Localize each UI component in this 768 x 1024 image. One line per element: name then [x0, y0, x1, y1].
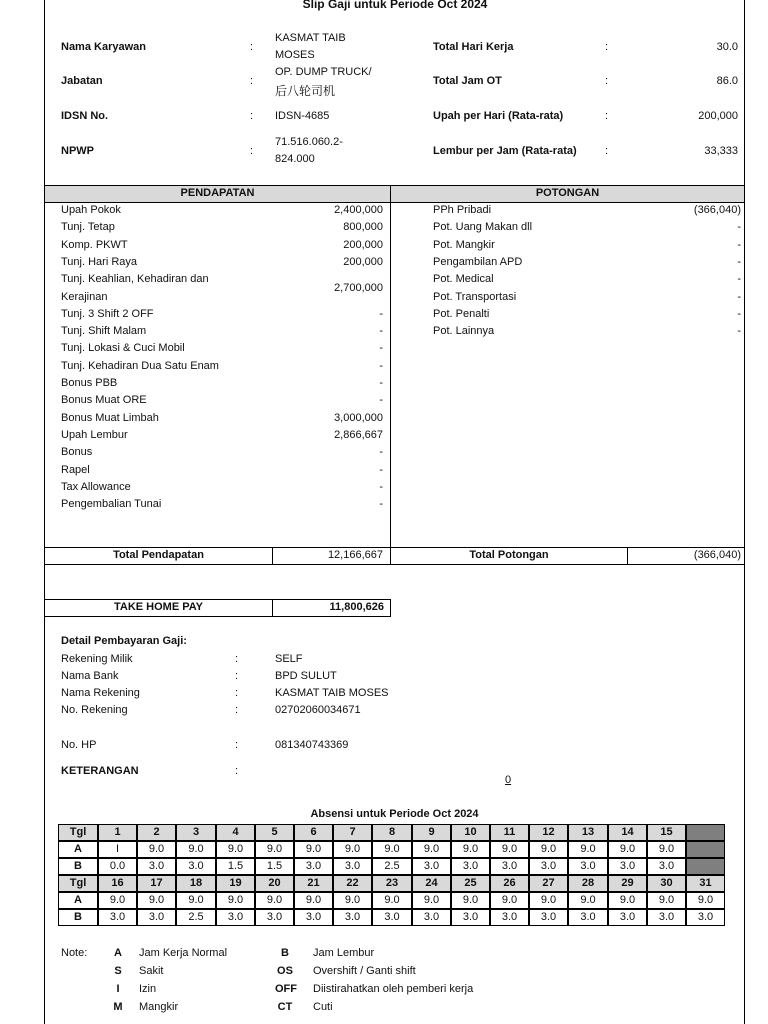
keterangan-value: 0	[505, 774, 512, 786]
pendapatan-item-value: -	[379, 394, 383, 406]
colon: :	[235, 704, 239, 716]
note-label: Note:	[61, 947, 88, 959]
attendance-cell: 3.0	[568, 858, 608, 875]
npwp-value-line1: 71.516.060.2-	[275, 136, 343, 148]
note-code: A	[114, 947, 122, 959]
attendance-cell: 30	[647, 875, 686, 892]
jam-ot-value: 86.0	[716, 75, 738, 87]
potongan-item-label: Pot. Penalti	[433, 308, 490, 320]
attendance-cell: 3.0	[686, 909, 725, 926]
pendapatan-item-label: Bonus	[61, 446, 93, 458]
attendance-cell: 20	[255, 875, 294, 892]
attendance-cell: 0.0	[98, 858, 137, 875]
page-border-left	[44, 0, 45, 1024]
payment-label: Rekening Milik	[61, 653, 133, 665]
total-pendapatan-label: Total Pendapatan	[113, 549, 204, 561]
note-desc: Sakit	[139, 965, 164, 977]
attendance-cell: 21	[294, 875, 333, 892]
attendance-cell: 8	[372, 824, 412, 841]
potongan-item-value: -	[737, 273, 741, 285]
potongan-item-label: Pot. Lainnya	[433, 325, 495, 337]
attendance-cell: 3.0	[176, 858, 216, 875]
note-code: M	[113, 1001, 123, 1013]
potongan-header: POTONGAN	[535, 187, 600, 199]
pendapatan-item-label: Tunj. Hari Raya	[61, 256, 138, 268]
payment-value: 02702060034671	[275, 704, 361, 716]
attendance-cell: 11	[490, 824, 529, 841]
attendance-row-label: Tgl	[58, 875, 98, 892]
total-potongan-value: (366,040)	[693, 549, 741, 561]
idsn-label: IDSN No.	[61, 110, 109, 122]
attendance-cell: 7	[333, 824, 372, 841]
divider	[390, 185, 391, 565]
note-code: OS	[277, 965, 293, 977]
attendance-row-label: Tgl	[58, 824, 98, 841]
attendance-cell: 4	[216, 824, 255, 841]
pendapatan-item-value: 2,400,000	[334, 204, 383, 216]
jabatan-value-line1: OP. DUMP TRUCK/	[275, 66, 372, 78]
attendance-cell: I	[98, 841, 137, 858]
potongan-item-label: Pot. Transportasi	[433, 291, 517, 303]
pendapatan-item-label: Komp. PKWT	[61, 239, 128, 251]
potongan-item-value: (366,040)	[693, 204, 741, 216]
attendance-row-label: A	[58, 892, 98, 909]
colon: :	[250, 41, 254, 53]
attendance-row-label: B	[58, 909, 98, 926]
attendance-cell: 2.5	[372, 858, 412, 875]
pendapatan-item-label: Tunj. Shift Malam	[61, 325, 147, 337]
attendance-row-label: B	[58, 858, 98, 875]
attendance-cell: 9.0	[529, 841, 568, 858]
attendance-cell: 9.0	[412, 892, 451, 909]
pendapatan-item-value: -	[379, 481, 383, 493]
colon: :	[605, 145, 609, 157]
note-desc: Jam Kerja Normal	[139, 947, 228, 959]
colon: :	[605, 75, 609, 87]
hp-label: No. HP	[61, 739, 97, 751]
payment-label: Nama Bank	[61, 670, 119, 682]
pendapatan-item-value: 3,000,000	[334, 412, 383, 424]
attendance-cell: 28	[568, 875, 608, 892]
attendance-cell: 3	[176, 824, 216, 841]
attendance-cell: 9.0	[686, 892, 725, 909]
colon: :	[235, 670, 239, 682]
payment-heading: Detail Pembayaran Gaji:	[61, 635, 187, 647]
note-code: B	[281, 947, 289, 959]
divider	[44, 202, 745, 203]
upah-hari-label: Upah per Hari (Rata-rata)	[433, 110, 564, 122]
colon: :	[235, 653, 239, 665]
pendapatan-item-value: 2,866,667	[334, 429, 383, 441]
potongan-item-value: -	[737, 239, 741, 251]
pendapatan-item-label: Bonus Muat ORE	[61, 394, 147, 406]
attendance-cell: 9.0	[372, 841, 412, 858]
payment-value: KASMAT TAIB MOSES	[275, 687, 389, 699]
attendance-cell: 14	[608, 824, 647, 841]
attendance-cell: 1.5	[216, 858, 255, 875]
attendance-cell: 9.0	[608, 892, 647, 909]
attendance-cell: 16	[98, 875, 137, 892]
attendance-cell: 9.0	[255, 892, 294, 909]
attendance-cell: 3.0	[412, 858, 451, 875]
pendapatan-item-label: Tunj. Tetap	[61, 221, 115, 233]
attendance-empty-cell	[686, 841, 725, 858]
attendance-cell: 9.0	[216, 892, 255, 909]
attendance-cell: 3.0	[451, 858, 490, 875]
attendance-cell: 3.0	[333, 858, 372, 875]
attendance-cell: 3.0	[216, 909, 255, 926]
attendance-cell: 3.0	[333, 909, 372, 926]
pendapatan-item-value: -	[379, 498, 383, 510]
note-desc: Izin	[139, 983, 157, 995]
pendapatan-item-value: -	[379, 325, 383, 337]
attendance-cell: 1	[98, 824, 137, 841]
attendance-cell: 3.0	[568, 909, 608, 926]
attendance-cell: 6	[294, 824, 333, 841]
pendapatan-item-label: Pengembalian Tunai	[61, 498, 162, 510]
attendance-cell: 3.0	[255, 909, 294, 926]
npwp-label: NPWP	[61, 145, 94, 157]
attendance-cell: 15	[647, 824, 686, 841]
pendapatan-item-value: -	[379, 308, 383, 320]
attendance-cell: 3.0	[608, 858, 647, 875]
attendance-cell: 17	[137, 875, 176, 892]
hari-kerja-value: 30.0	[716, 41, 738, 53]
attendance-cell: 10	[451, 824, 490, 841]
payment-value: BPD SULUT	[275, 670, 337, 682]
page-border-right	[744, 0, 745, 1024]
keterangan-label: KETERANGAN	[61, 765, 139, 777]
potongan-item-value: -	[737, 325, 741, 337]
lembur-jam-label: Lembur per Jam (Rata-rata)	[433, 145, 577, 157]
attendance-cell: 9.0	[176, 841, 216, 858]
attendance-cell: 3.0	[490, 858, 529, 875]
attendance-cell: 3.0	[490, 909, 529, 926]
potongan-item-label: PPh Pribadi	[433, 204, 492, 216]
pendapatan-item-label: Bonus Muat Limbah	[61, 412, 159, 424]
attendance-cell: 31	[686, 875, 725, 892]
payment-label: Nama Rekening	[61, 687, 140, 699]
attendance-cell: 9.0	[412, 841, 451, 858]
pendapatan-item-label: Bonus PBB	[61, 377, 118, 389]
attendance-cell: 27	[529, 875, 568, 892]
nama-value-line1: KASMAT TAIB	[275, 32, 346, 44]
attendance-cell: 22	[333, 875, 372, 892]
attendance-empty-cell	[686, 858, 725, 875]
take-home-value: 11,800,626	[329, 601, 384, 613]
attendance-row-label: A	[58, 841, 98, 858]
pendapatan-item-label: Tunj. Kehadiran Dua Satu Enam	[61, 360, 219, 372]
colon: :	[605, 110, 609, 122]
page-title: Slip Gaji untuk Periode Oct 2024	[302, 0, 488, 11]
attendance-empty-cell	[686, 824, 725, 841]
attendance-cell: 3.0	[137, 858, 176, 875]
pendapatan-item-value: 200,000	[343, 256, 383, 268]
potongan-item-value: -	[737, 308, 741, 320]
attendance-cell: 9.0	[333, 841, 372, 858]
pendapatan-header: PENDAPATAN	[180, 187, 255, 199]
attendance-cell: 3.0	[647, 909, 686, 926]
attendance-cell: 24	[412, 875, 451, 892]
pendapatan-item-label: Upah Pokok	[61, 204, 121, 216]
lembur-jam-value: 33,333	[704, 145, 738, 157]
attendance-cell: 9.0	[451, 892, 490, 909]
attendance-cell: 3.0	[529, 909, 568, 926]
attendance-cell: 9.0	[137, 841, 176, 858]
colon: :	[605, 41, 609, 53]
npwp-value-line2: 824.000	[275, 153, 315, 165]
total-potongan-label: Total Potongan	[469, 549, 549, 561]
attendance-cell: 9.0	[490, 892, 529, 909]
pendapatan-item-label: Kerajinan	[61, 291, 108, 303]
pendapatan-item-label: Rapel	[61, 464, 90, 476]
attendance-cell: 9.0	[608, 841, 647, 858]
attendance-cell: 3.0	[451, 909, 490, 926]
pendapatan-item-label: Tunj. Lokasi & Cuci Mobil	[61, 342, 185, 354]
attendance-cell: 9.0	[333, 892, 372, 909]
pendapatan-item-label: Tunj. Keahlian, Kehadiran dan	[61, 273, 209, 285]
attendance-cell: 26	[490, 875, 529, 892]
attendance-cell: 9.0	[568, 841, 608, 858]
pendapatan-item-value: -	[379, 446, 383, 458]
attendance-cell: 3.0	[372, 909, 412, 926]
note-code: I	[116, 983, 120, 995]
attendance-cell: 19	[216, 875, 255, 892]
potongan-item-value: -	[737, 256, 741, 268]
attendance-cell: 9.0	[98, 892, 137, 909]
attendance-cell: 9.0	[451, 841, 490, 858]
note-desc: Cuti	[313, 1001, 333, 1013]
attendance-cell: 3.0	[412, 909, 451, 926]
hp-value: 081340743369	[275, 739, 349, 751]
note-desc: Overshift / Ganti shift	[313, 965, 416, 977]
payment-label: No. Rekening	[61, 704, 128, 716]
attendance-cell: 23	[372, 875, 412, 892]
note-code: S	[114, 965, 122, 977]
payment-value: SELF	[275, 653, 303, 665]
total-pendapatan-value: 12,166,667	[327, 549, 383, 561]
colon: :	[250, 145, 254, 157]
pendapatan-item-label: Tax Allowance	[61, 481, 131, 493]
pendapatan-item-label: Upah Lembur	[61, 429, 128, 441]
attendance-cell: 2	[137, 824, 176, 841]
colon: :	[235, 687, 239, 699]
pendapatan-item-value: -	[379, 342, 383, 354]
pendapatan-item-value: -	[379, 360, 383, 372]
colon: :	[250, 110, 254, 122]
divider	[44, 547, 745, 548]
attendance-cell: 9.0	[490, 841, 529, 858]
divider	[44, 564, 745, 565]
potongan-item-value: -	[737, 291, 741, 303]
potongan-item-label: Pengambilan APD	[433, 256, 523, 268]
attendance-cell: 3.0	[294, 858, 333, 875]
jam-ot-label: Total Jam OT	[433, 75, 502, 87]
attendance-cell: 12	[529, 824, 568, 841]
pendapatan-item-value: -	[379, 377, 383, 389]
attendance-cell: 3.0	[98, 909, 137, 926]
pendapatan-item-label: Tunj. 3 Shift 2 OFF	[61, 308, 154, 320]
colon: :	[235, 765, 239, 777]
colon: :	[235, 739, 239, 751]
idsn-value: IDSN-4685	[275, 110, 330, 122]
potongan-item-label: Pot. Medical	[433, 273, 494, 285]
pendapatan-item-value: 800,000	[343, 221, 383, 233]
note-code: OFF	[275, 983, 297, 995]
attendance-cell: 3.0	[529, 858, 568, 875]
pendapatan-item-value: -	[379, 464, 383, 476]
attendance-cell: 5	[255, 824, 294, 841]
note-desc: Mangkir	[139, 1001, 179, 1013]
attendance-cell: 9.0	[294, 892, 333, 909]
nama-value-line2: MOSES	[275, 49, 315, 61]
pendapatan-item-value: 2,700,000	[334, 282, 383, 294]
note-desc: Diistirahatkan oleh pemberi kerja	[313, 983, 474, 995]
potongan-item-label: Pot. Uang Makan dll	[433, 221, 533, 233]
attendance-cell: 9.0	[216, 841, 255, 858]
attendance-cell: 3.0	[647, 858, 686, 875]
absensi-title: Absensi untuk Periode Oct 2024	[310, 808, 479, 820]
attendance-cell: 3.0	[608, 909, 647, 926]
attendance-cell: 9.0	[372, 892, 412, 909]
attendance-cell: 18	[176, 875, 216, 892]
jabatan-value-line2: 后八轮司机	[275, 84, 336, 98]
jabatan-label: Jabatan	[61, 75, 103, 87]
take-home-label: TAKE HOME PAY	[113, 601, 204, 613]
attendance-cell: 9	[412, 824, 451, 841]
colon: :	[250, 75, 254, 87]
attendance-cell: 9.0	[647, 841, 686, 858]
attendance-cell: 9.0	[294, 841, 333, 858]
note-desc: Jam Lembur	[313, 947, 375, 959]
attendance-cell: 29	[608, 875, 647, 892]
attendance-cell: 9.0	[529, 892, 568, 909]
note-code: CT	[277, 1001, 293, 1013]
attendance-cell: 9.0	[255, 841, 294, 858]
upah-hari-value: 200,000	[698, 110, 738, 122]
attendance-cell: 9.0	[647, 892, 686, 909]
attendance-cell: 2.5	[176, 909, 216, 926]
potongan-item-value: -	[737, 221, 741, 233]
divider	[44, 185, 745, 186]
attendance-cell: 25	[451, 875, 490, 892]
potongan-item-label: Pot. Mangkir	[433, 239, 495, 251]
nama-label: Nama Karyawan	[61, 41, 146, 53]
attendance-cell: 3.0	[294, 909, 333, 926]
attendance-cell: 3.0	[137, 909, 176, 926]
attendance-cell: 9.0	[137, 892, 176, 909]
attendance-cell: 9.0	[568, 892, 608, 909]
hari-kerja-label: Total Hari Kerja	[433, 41, 514, 53]
pendapatan-item-value: 200,000	[343, 239, 383, 251]
attendance-cell: 1.5	[255, 858, 294, 875]
attendance-cell: 13	[568, 824, 608, 841]
attendance-cell: 9.0	[176, 892, 216, 909]
